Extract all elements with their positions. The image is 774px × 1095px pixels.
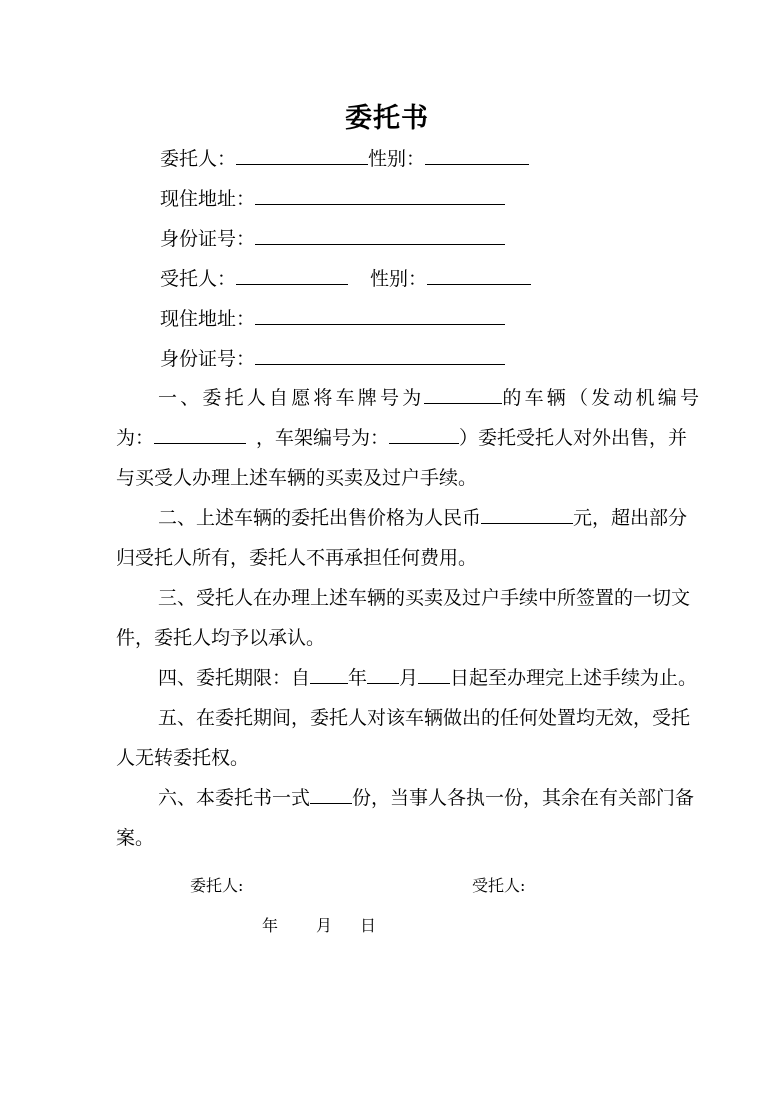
clause-2-text-b: 元，超出部分: [573, 507, 688, 529]
clause-6: [116, 778, 736, 858]
agent-address-label: 现住地址：: [160, 308, 256, 330]
clause-2-line-1: [116, 498, 736, 538]
agent-gender-label: 性别：: [370, 268, 428, 290]
clause-1-line-2: [116, 418, 736, 458]
principal-id-row: [160, 226, 505, 251]
clause-1-line-3: 与买受人办理上述车辆的买卖及过户手续。: [116, 467, 478, 489]
clause-4: [116, 658, 736, 698]
agent-id-label: 身份证号：: [160, 348, 256, 370]
agent-address-row: [160, 306, 505, 331]
agent-address-blank[interactable]: [255, 306, 505, 325]
principal-address-row: [160, 186, 505, 211]
engine-number-blank[interactable]: [154, 425, 246, 444]
agent-id-blank[interactable]: [255, 346, 505, 365]
clause-1-text-e: ）委托受托人对外出售，并: [459, 427, 688, 449]
principal-id-blank[interactable]: [255, 226, 505, 245]
clause-1-line-1: [116, 378, 736, 418]
signing-date: [262, 916, 376, 936]
agent-signature-label: 受托人:: [472, 876, 526, 895]
principal-gender-blank[interactable]: [425, 146, 529, 165]
clause-1: [116, 378, 736, 498]
clause-1-text-b: 的车辆（发动机编号: [502, 387, 703, 409]
principal-address-blank[interactable]: [255, 186, 505, 205]
clause-4-line-1: [116, 658, 736, 698]
start-year-blank[interactable]: [310, 665, 348, 684]
plate-number-blank[interactable]: [424, 385, 502, 404]
start-month-blank[interactable]: [367, 665, 399, 684]
chassis-number-blank[interactable]: [389, 425, 459, 444]
clause-6-line-2: 案。: [116, 827, 155, 849]
principal-id-label: 身份证号：: [160, 228, 256, 250]
principal-name-blank[interactable]: [236, 146, 368, 165]
agent-id-row: [160, 346, 505, 371]
clause-3-line-1: 三、受托人在办理上述车辆的买卖及过户手续中所签置的一切文: [158, 587, 691, 609]
clause-6-text-b: 份，当事人各执一份，其余在有关部门备: [352, 787, 695, 809]
clause-4-text-b: 年: [348, 667, 368, 689]
clause-2: [116, 498, 736, 578]
clause-4-text-d: 日起至办理完上述手续为止。: [450, 667, 698, 689]
page-title: 委托书: [345, 103, 429, 134]
clause-4-text-c: 月: [399, 667, 419, 689]
clause-3-line-2: 件，委托人均予以承认。: [116, 627, 326, 649]
date-year-label: 年: [262, 916, 279, 935]
copies-blank[interactable]: [310, 785, 352, 804]
clause-5: [116, 698, 736, 778]
principal-gender-label: 性别：: [368, 148, 426, 170]
date-month-label: 月: [316, 916, 333, 935]
agent-name-row: [160, 266, 531, 291]
clause-1-text-a: 一、委托人自愿将车牌号为: [158, 387, 425, 409]
clause-5-line-1: 五、在委托期间，委托人对该车辆做出的任何处置均无效，受托: [158, 707, 691, 729]
agent-gender-blank[interactable]: [427, 266, 531, 285]
clause-2-line-2: 归受托人所有，委托人不再承担任何费用。: [116, 547, 478, 569]
clause-1-text-d: ，车架编号为：: [256, 427, 390, 449]
principal-name-row: [160, 146, 529, 171]
clause-5-line-2: 人无转委托权。: [116, 747, 250, 769]
date-day-label: 日: [360, 916, 377, 935]
start-day-blank[interactable]: [418, 665, 450, 684]
clause-4-text-a: 四、委托期限：自: [158, 667, 311, 689]
clause-3: [116, 578, 736, 658]
clause-6-text-a: 六、本委托书一式: [158, 787, 311, 809]
principal-signature-label: 委托人:: [190, 876, 244, 895]
clause-2-text-a: 二、上述车辆的委托出售价格为人民币: [158, 507, 482, 529]
agent-name-label: 受托人：: [160, 268, 237, 290]
clause-6-line-1: [116, 778, 736, 818]
clause-1-text-c: 为：: [116, 427, 155, 449]
price-blank[interactable]: [481, 505, 573, 524]
principal-address-label: 现住地址：: [160, 188, 256, 210]
principal-name-label: 委托人：: [160, 148, 237, 170]
agent-name-blank[interactable]: [236, 266, 348, 285]
